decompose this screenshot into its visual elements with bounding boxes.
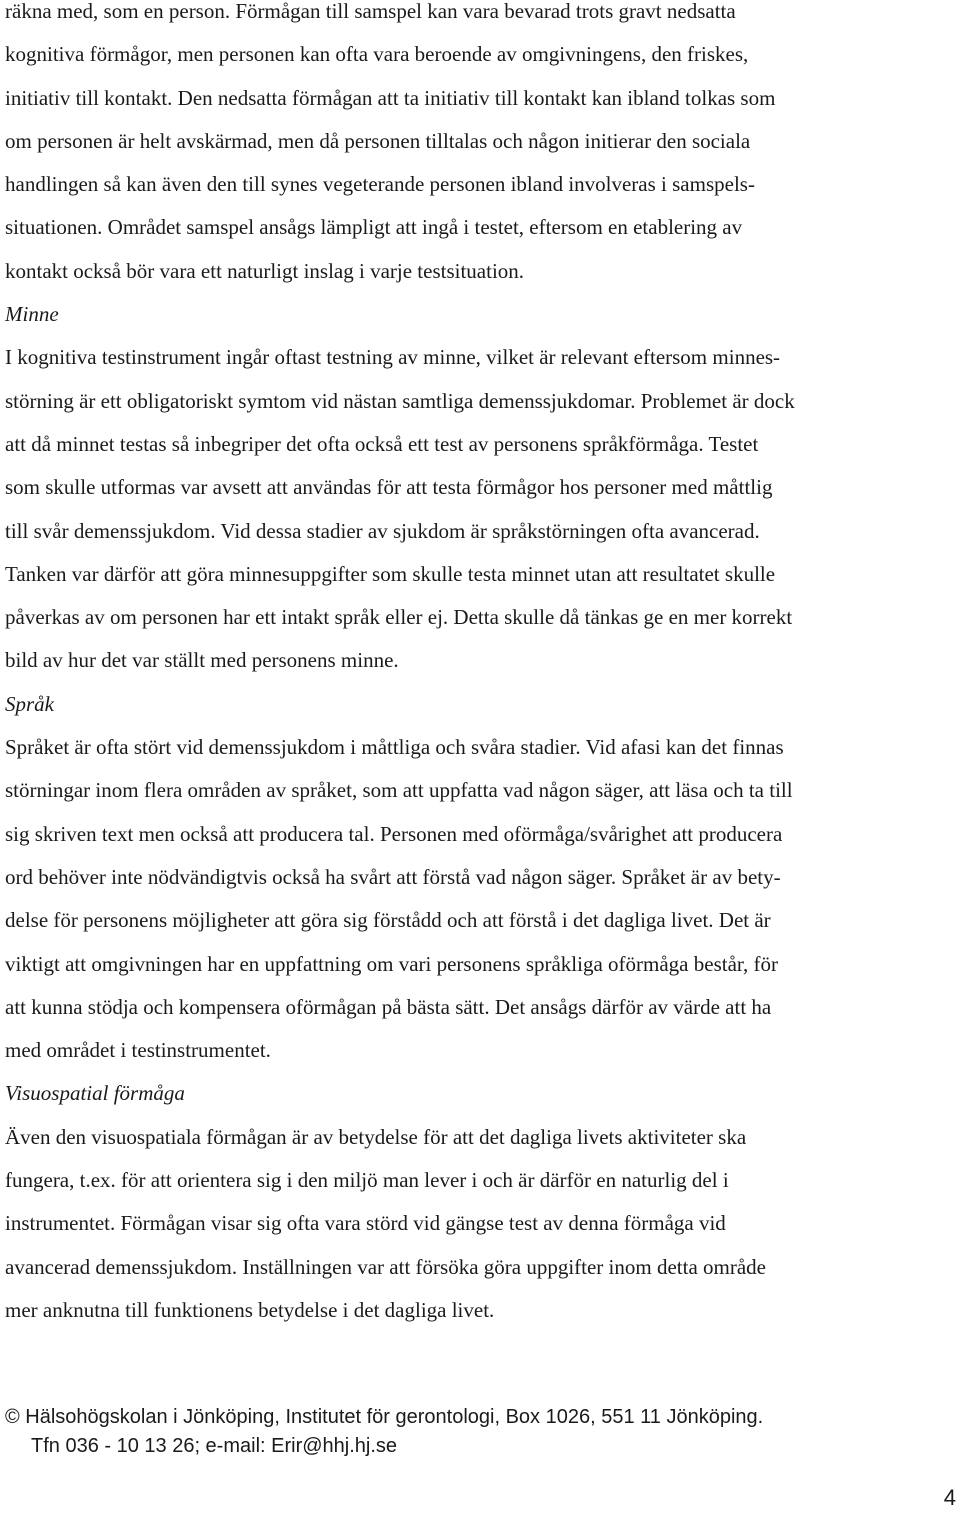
text-line: att kunna stödja och kompensera oförmågan på bästa sätt. Det ansågs därför av värde att ha xyxy=(5,994,772,1019)
footer-contact: Tfn 036 - 10 13 26; e-mail: Erir@hhj.hj.se xyxy=(31,1435,398,1457)
section-heading: Minne xyxy=(5,302,59,327)
text-line: Även den visuospatiala förmågan är av betydelse för att det dagliga livets aktiviteter ska xyxy=(5,1124,747,1149)
text-line: situationen. Området samspel ansågs lämpligt att ingå i testet, eftersom en etablering av xyxy=(5,215,743,240)
text-line: instrumentet. Förmågan visar sig ofta vara störd vid gängse test av denna förmåga vid xyxy=(5,1211,726,1236)
text-line: I kognitiva testinstrument ingår oftast testning av minne, vilket är relevant eftersom minnes- xyxy=(5,345,781,370)
text-line: fungera, t.ex. för att orientera sig i den miljö man lever i och är därför en naturlig del i xyxy=(5,1168,729,1193)
text-line: Språket är ofta stört vid demenssjukdom i måttliga och svåra stadier. Vid afasi kan det finnas xyxy=(5,735,784,760)
text-line: till svår demenssjukdom. Vid dessa stadier av sjukdom är språkstörningen ofta avancerad. xyxy=(5,518,760,543)
text-line: avancerad demenssjukdom. Inställningen var att försöka göra uppgifter inom detta område xyxy=(5,1254,767,1279)
text-line: kontakt också bör vara ett naturligt inslag i varje testsituation. xyxy=(5,258,525,283)
text-line: om personen är helt avskärmad, men då personen tilltalas och någon initierar den sociala xyxy=(5,128,751,153)
text-line: initiativ till kontakt. Den nedsatta förmågan att ta initiativ till kontakt kan ibland tolkas som xyxy=(5,85,776,110)
section-heading: Språk xyxy=(5,691,54,716)
footer-copyright: © Hälsohögskolan i Jönköping, Institutet för gerontologi, Box 1026, 551 11 Jönköping. xyxy=(5,1406,764,1428)
section-heading: Visuospatial förmåga xyxy=(5,1081,185,1106)
text-line: att då minnet testas så inbegriper det ofta också ett test av personens språkförmåga. Testet xyxy=(5,431,759,456)
text-line: störning är ett obligatoriskt symtom vid nästan samtliga demenssjukdomar. Problemet är dock xyxy=(5,388,795,413)
page-footer xyxy=(5,1403,957,1461)
text-line: delse för personens möjligheter att göra sig förstådd och att förstå i det dagliga livet. Det är xyxy=(5,908,771,933)
text-line: kognitiva förmågor, men personen kan ofta vara beroende av omgivningens, den friskes, xyxy=(5,42,749,67)
page-number: 4 xyxy=(943,1485,956,1510)
text-line: handlingen så kan även den till synes vegeterande personen ibland involveras i samspels- xyxy=(5,172,755,197)
text-line: som skulle utformas var avsett att användas för att testa förmågor hos personer med måttlig xyxy=(5,475,773,500)
text-line: ord behöver inte nödvändigtvis också ha svårt att förstå vad någon säger. Språket är av bety- xyxy=(5,864,781,889)
text-line: Tanken var därför att göra minnesuppgifter som skulle testa minnet utan att resultatet skulle xyxy=(5,561,776,586)
document-body xyxy=(5,0,957,1332)
text-line: mer anknutna till funktionens betydelse i det dagliga livet. xyxy=(5,1297,495,1322)
text-line: med området i testinstrumentet. xyxy=(5,1038,271,1063)
text-line: störningar inom flera områden av språket, som att uppfatta vad någon säger, att läsa och ta till xyxy=(5,778,793,803)
text-line: påverkas av om personen har ett intakt språk eller ej. Detta skulle då tänkas ge en mer korrekt xyxy=(5,605,793,630)
text-line: räkna med, som en person. Förmågan till samspel kan vara bevarad trots gravt nedsatta xyxy=(5,0,736,23)
text-line: sig skriven text men också att producera tal. Personen med oförmåga/svårighet att producera xyxy=(5,821,783,846)
text-line: bild av hur det var ställt med personens minne. xyxy=(5,648,399,673)
text-line: viktigt att omgivningen har en uppfattning om vari personens språkliga oförmåga består, för xyxy=(5,951,779,976)
